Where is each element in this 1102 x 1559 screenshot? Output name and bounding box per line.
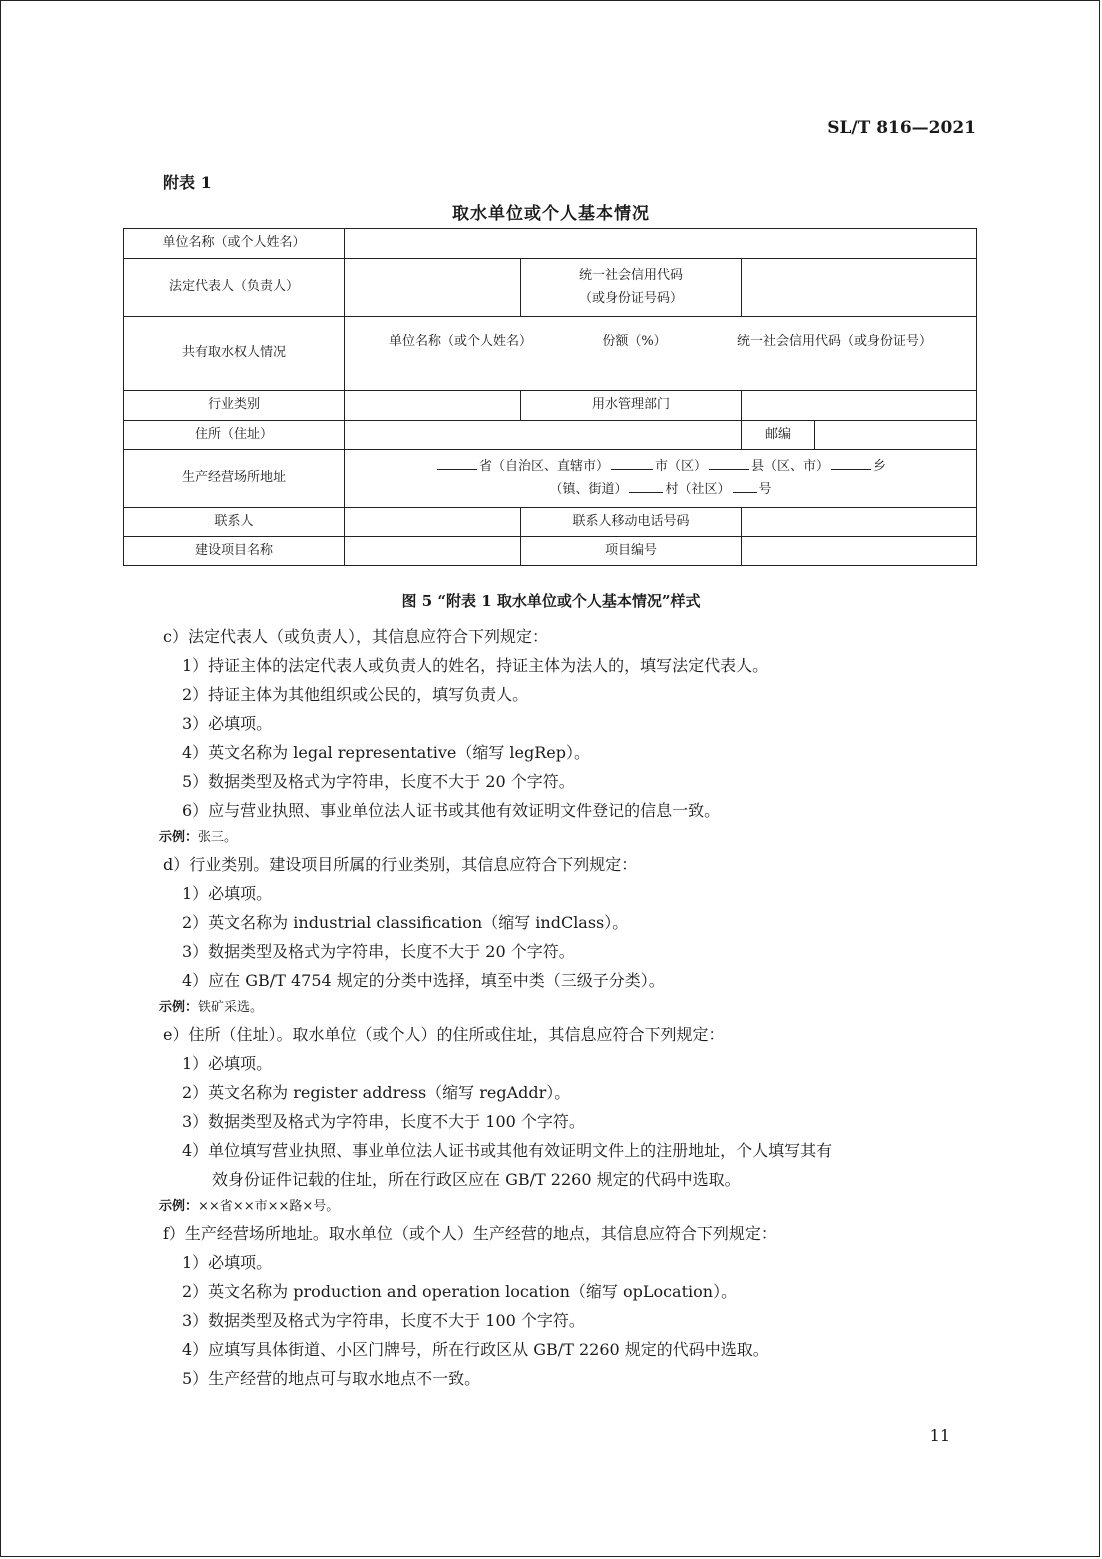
clause-e-item-continued: 效身份证件记载的住址，所在行政区应在 GB/T 2260 规定的代码中选取。	[212, 1170, 741, 1189]
address-value-cell	[345, 421, 742, 450]
basic-info-form-table	[123, 228, 977, 566]
credit-code-label-line2: （或身份证号码）	[578, 290, 683, 306]
clause-d-item: 4）应在 GB/T 4754 规定的分类中选择，填至中类（三级子分类）。	[182, 971, 665, 990]
legal-rep-label: 法定代表人（负责人）	[124, 259, 345, 317]
table-row	[124, 317, 977, 391]
credit-code-value-cell	[742, 259, 977, 317]
example-value: 铁矿采选。	[198, 1000, 264, 1015]
clause-d-example	[159, 995, 983, 1020]
example-value: 张三。	[198, 830, 238, 845]
project-no-label: 项目编号	[521, 537, 742, 566]
clause-d-item: 1）必填项。	[182, 884, 273, 903]
addr-village: 村（社区）	[665, 481, 731, 497]
page-number: 11	[929, 1426, 950, 1445]
clause-c-item: 4）英文名称为 legal representative（缩写 legRep）。	[182, 743, 590, 762]
address-label: 住所（住址）	[124, 421, 345, 450]
clause-f-item: 2）英文名称为 production and operation location（缩写 opLocation）。	[182, 1282, 738, 1301]
addr-province: 省（自治区、直辖市）	[478, 459, 609, 475]
prod-addr-label: 生产经营场所地址	[124, 450, 345, 508]
table-row	[124, 229, 977, 259]
clause-f-heading: f）生产经营场所地址。取水单位（或个人）生产经营的地点，其信息应符合下列规定：	[163, 1224, 777, 1243]
legal-rep-value-cell	[345, 259, 521, 317]
clause-c-heading: c）法定代表人（或负责人），其信息应符合下列规定：	[163, 627, 548, 646]
clause-e-heading: e）住所（住址）。取水单位（或个人）的住所或住址，其信息应符合下列规定：	[163, 1025, 725, 1044]
example-value: ××省××市××路×号。	[198, 1199, 340, 1214]
postcode-label: 邮编	[742, 421, 815, 450]
project-name-value-cell	[345, 537, 521, 566]
table-row	[124, 391, 977, 421]
table-row	[124, 508, 977, 537]
addr-city: 市（区）	[654, 459, 707, 475]
clause-d-item: 2）英文名称为 industrial classification（缩写 indClass）。	[182, 913, 629, 932]
co-owner-col-credit-code: 统一社会信用代码（或身份证号）	[736, 334, 932, 349]
body-text	[159, 622, 983, 1393]
clause-e-item: 4）单位填写营业执照、事业单位法人证书或其他有效证明文件上的注册地址，个人填写其有	[182, 1141, 833, 1160]
table-title: 取水单位或个人基本情况	[452, 204, 650, 224]
contact-label: 联系人	[124, 508, 345, 537]
unit-name-label: 单位名称（或个人姓名）	[124, 229, 345, 259]
water-dept-label: 用水管理部门	[521, 391, 742, 421]
clause-f-item: 3）数据类型及格式为字符串，长度不大于 100 个字符。	[182, 1311, 585, 1330]
clause-e-item: 1）必填项。	[182, 1054, 273, 1073]
clause-c-item: 5）数据类型及格式为字符串，长度不大于 20 个字符。	[182, 772, 575, 791]
addr-county: 县（区、市）	[751, 459, 830, 475]
clause-f-item: 4）应填写具体街道、小区门牌号，所在行政区从 GB/T 2260 规定的代码中选取。	[182, 1340, 769, 1359]
appendix-label: 附表 1	[163, 173, 212, 192]
table-row	[124, 421, 977, 450]
project-no-value-cell	[742, 537, 977, 566]
clause-d-heading: d）行业类别。建设项目所属的行业类别，其信息应符合下列规定：	[163, 855, 638, 874]
postcode-value-cell	[815, 421, 977, 450]
contact-phone-label: 联系人移动电话号码	[521, 508, 742, 537]
co-owner-cell	[345, 317, 977, 391]
industry-label: 行业类别	[124, 391, 345, 421]
credit-code-label	[521, 259, 742, 317]
table-row	[124, 259, 977, 317]
example-label: 示例：	[159, 1000, 199, 1015]
unit-name-value-cell	[345, 229, 977, 259]
clause-c-example	[159, 825, 983, 850]
clause-f-item: 5）生产经营的地点可与取水地点不一致。	[182, 1369, 481, 1388]
clause-c-item: 3）必填项。	[182, 714, 273, 733]
figure-caption: 图 5 “附表 1 取水单位或个人基本情况”样式	[401, 592, 701, 610]
standard-code: SL/T 816—2021	[827, 118, 976, 138]
co-owner-col-unit-name: 单位名称（或个人姓名）	[389, 334, 533, 349]
clause-f-item: 1）必填项。	[182, 1253, 273, 1272]
table-row	[124, 537, 977, 566]
prod-addr-cell	[345, 450, 977, 508]
project-name-label: 建设项目名称	[124, 537, 345, 566]
credit-code-label-line1: 统一社会信用代码	[578, 268, 683, 284]
addr-township: 乡	[873, 459, 887, 475]
table-row	[124, 450, 977, 508]
industry-value-cell	[345, 391, 521, 421]
example-label: 示例：	[159, 1199, 199, 1214]
co-owner-col-share: 份额（%）	[602, 334, 667, 349]
clause-c-item: 6）应与营业执照、事业单位法人证书或其他有效证明文件登记的信息一致。	[182, 801, 721, 820]
contact-phone-value-cell	[742, 508, 977, 537]
addr-number: 号	[758, 481, 772, 497]
contact-value-cell	[345, 508, 521, 537]
addr-town-street: （镇、街道）	[549, 481, 628, 497]
clause-d-item: 3）数据类型及格式为字符串，长度不大于 20 个字符。	[182, 942, 575, 961]
clause-c-item: 1）持证主体的法定代表人或负责人的姓名，持证主体为法人的，填写法定代表人。	[182, 656, 769, 675]
clause-e-example	[159, 1194, 983, 1219]
co-owner-label: 共有取水权人情况	[124, 317, 345, 391]
clause-e-item: 3）数据类型及格式为字符串，长度不大于 100 个字符。	[182, 1112, 585, 1131]
example-label: 示例：	[159, 830, 199, 845]
clause-e-item: 2）英文名称为 register address（缩写 regAddr）。	[182, 1083, 571, 1102]
water-dept-value-cell	[742, 391, 977, 421]
clause-c-item: 2）持证主体为其他组织或公民的，填写负责人。	[182, 685, 529, 704]
